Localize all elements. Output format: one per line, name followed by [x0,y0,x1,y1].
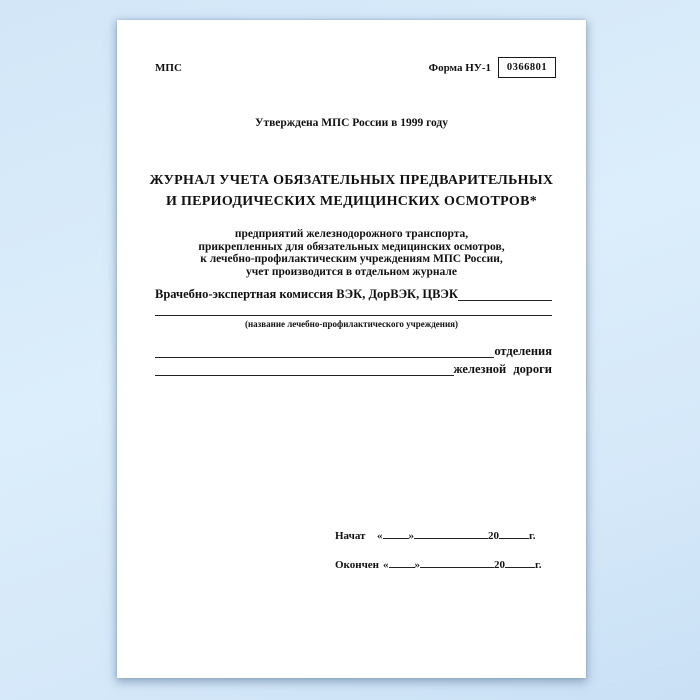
title-line-2: И ПЕРИОДИЧЕСКИХ МЕДИЦИНСКИХ ОСМОТРОВ* [165,194,538,209]
close-quote: » [414,559,421,571]
finished-label: Окончен [335,559,380,571]
subtitle-line: к лечебно-профилактическим учреждениям МПС России, [200,253,503,266]
open-quote: « [383,559,389,571]
form-label: Форма НУ-1 [428,61,491,74]
department-blank-line [155,357,494,358]
year-suffix: г. [529,530,536,542]
document-title [117,170,586,212]
form-header-group [429,57,556,78]
commission-row [155,287,552,302]
subtitle-line: прикрепленных для обязательных медицинских осмотров, [198,240,505,253]
subtitle-line: предприятий железнодорожного транспорта, [234,228,469,240]
year-suffix: г. [535,559,542,571]
department-row [155,344,552,359]
approval-note: Утверждена МПС России в 1999 году [255,117,448,129]
subtitle-line: учет производится в отдельном журнале [246,265,457,278]
finished-year-blank [505,559,535,568]
facility-name-blank-line [155,315,552,316]
started-month-blank [414,530,488,539]
facility-name-row [155,302,552,316]
commission-blank-line [458,300,552,301]
document-header [155,57,556,78]
org-label: МПС [155,61,182,74]
finished-day-blank [389,559,415,568]
facility-caption: (название лечебно-профилактического учреждения) [244,319,459,329]
form-code-box [498,57,556,78]
department-label: отделения [494,344,552,358]
railway-blank-line [155,375,454,376]
year-prefix: 20 [494,559,506,571]
finished-month-blank [420,559,494,568]
started-date-row [335,530,536,542]
started-year-blank [499,530,529,539]
railway-row [155,362,552,377]
finished-date-row [335,559,542,571]
document-subtitle [117,228,586,278]
close-quote: » [408,530,414,542]
started-day-blank [383,530,409,539]
railway-label: железной дороги [453,362,552,376]
form-code: 0366801 [506,62,548,73]
document-page [117,20,586,678]
started-label: Начат [335,530,366,542]
open-quote: « [377,530,383,542]
commission-label: Врачебно-экспертная комиссия ВЭК, ДорВЭК, ЦВЭК [155,287,458,301]
year-prefix: 20 [488,530,499,542]
title-line-1: ЖУРНАЛ УЧЕТА ОБЯЗАТЕЛЬНЫХ ПРЕДВАРИТЕЛЬНЫХ [149,173,554,188]
